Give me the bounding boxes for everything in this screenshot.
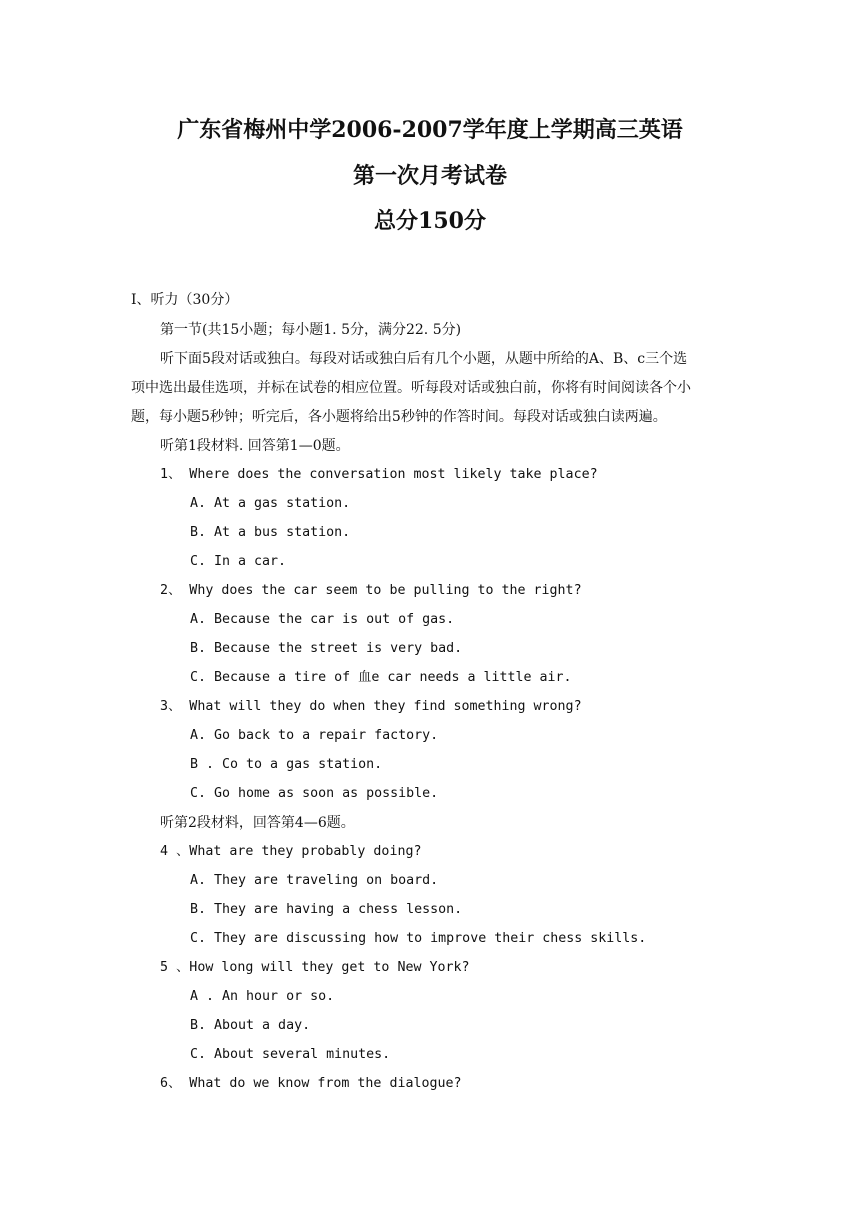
exam-title: 广东省梅州中学2006-2007学年度上学期高三英语 (177, 117, 683, 143)
instruction-line: 项中选出最佳选项，并标在试卷的相应位置。听每段对话或独白前，你将有时间阅读各个小 (131, 380, 691, 396)
answer-option: A . An hour or so. (190, 989, 335, 1004)
material-intro: 听第2段材料，回答第4—6题。 (160, 815, 355, 831)
answer-option: C. About several minutes. (190, 1047, 391, 1062)
answer-option: B. They are having a chess lesson. (190, 902, 463, 917)
question-stem: 2、 Why does the car seem to be pulling to the right? (160, 583, 582, 598)
total-score: 总分150分 (374, 208, 486, 234)
answer-option: A. Go back to a repair factory. (190, 728, 439, 743)
answer-option: A. At a gas station. (190, 496, 351, 511)
instruction-line: 题，每小题5秒钟；听完后，各小题将给出5秒钟的作答时间。每段对话或独白读两遍。 (131, 409, 667, 425)
question-stem: 6、 What do we know from the dialogue? (160, 1076, 462, 1091)
question-stem: 5 、How long will they get to New York? (160, 960, 470, 975)
answer-option: B . Co to a gas station. (190, 757, 383, 772)
section-heading: Ⅰ、听力（30分） (131, 292, 239, 308)
exam-subtitle: 第一次月考试卷 (352, 163, 507, 189)
answer-option: C. Because a tire of 血e car needs a little air. (190, 670, 572, 685)
answer-option: C. They are discussing how to improve their chess skills. (190, 931, 647, 946)
material-intro: 听第1段材料. 回答第1—0题。 (160, 438, 350, 454)
answer-option: A. Because the car is out of gas. (190, 612, 455, 627)
question-stem: 3、 What will they do when they find something wrong? (160, 699, 582, 714)
answer-option: A. They are traveling on board. (190, 873, 439, 888)
question-stem: 1、 Where does the conversation most likely take place? (160, 467, 598, 482)
answer-option: C. Go home as soon as possible. (190, 786, 439, 801)
question-stem: 4 、What are they probably doing? (160, 844, 422, 859)
answer-option: B. At a bus station. (190, 525, 351, 540)
answer-option: B. Because the street is very bad. (190, 641, 463, 656)
answer-option: C. In a car. (190, 554, 287, 569)
instruction-line: 听下面5段对话或独白。每段对话或独白后有几个小题，从题中所给的A、B、c三个选 (160, 351, 688, 367)
answer-option: B. About a day. (190, 1018, 311, 1033)
part-header: 第一节(共15小题；每小题1. 5分，满分22. 5分) (160, 322, 462, 338)
